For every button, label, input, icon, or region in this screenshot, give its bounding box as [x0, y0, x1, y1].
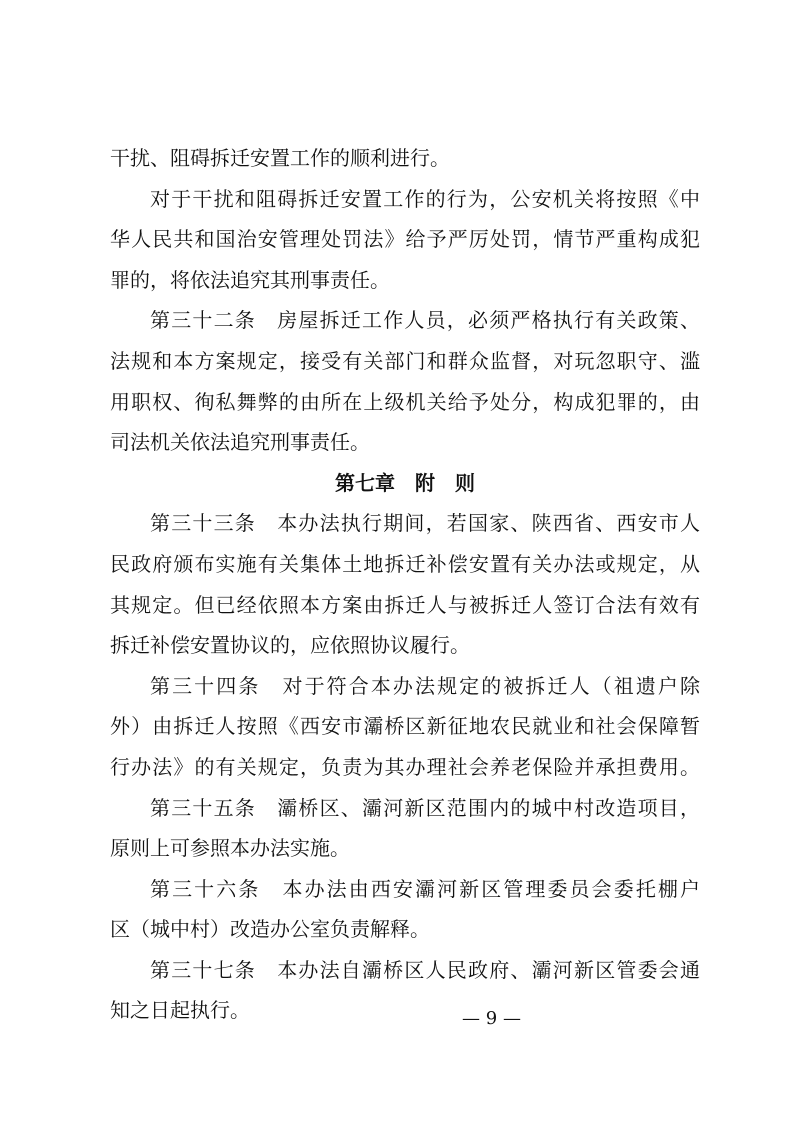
- text-line: 外）由拆迁人按照《西安市灞桥区新征地农民就业和社会保障暂: [110, 714, 700, 739]
- text-line: 第三十二条 房屋拆迁工作人员，必须严格执行有关政策、: [150, 308, 700, 333]
- text-line: 行办法》的有关规定，负责为其办理社会养老保险并承担费用。: [110, 754, 700, 779]
- page-number: — 9 —: [462, 1008, 521, 1029]
- text-line: 第三十七条 本办法自灞桥区人民政府、灞河新区管委会通: [150, 957, 700, 982]
- text-line: 知之日起执行。: [110, 998, 250, 1023]
- text-line: 第三十四条 对于符合本办法规定的被拆迁人（祖遗户除: [150, 673, 700, 698]
- text-line: 民政府颁布实施有关集体土地拆迁补偿安置有关办法或规定，从: [110, 551, 700, 576]
- text-line: 原则上可参照本办法实施。: [110, 836, 350, 861]
- text-line: 华人民共和国治安管理处罚法》给予严厉处罚，情节严重构成犯: [110, 227, 700, 252]
- text-line: 其规定。但已经依照本方案由拆迁人与被拆迁人签订合法有效有: [110, 592, 700, 617]
- text-line: 第三十三条 本办法执行期间，若国家、陕西省、西安市人: [150, 511, 700, 536]
- text-line: 用职权、徇私舞弊的由所在上级机关给予处分，构成犯罪的，由: [110, 389, 700, 414]
- text-line: 第三十五条 灞桥区、灞河新区范围内的城中村改造项目，: [150, 795, 700, 820]
- text-line: 干扰、阻碍拆迁安置工作的顺利进行。: [110, 146, 450, 170]
- text-line: 区（城中村）改造办公室负责解释。: [110, 917, 430, 942]
- text-line: 对于干扰和阻碍拆迁安置工作的行为，公安机关将按照《中: [150, 186, 700, 211]
- chapter-heading: 第七章 附 则: [335, 470, 475, 495]
- document-body: [110, 138, 700, 1031]
- text-line: 罪的，将依法追究其刑事责任。: [110, 267, 390, 292]
- text-line: 司法机关依法追究刑事责任。: [110, 430, 370, 455]
- text-line: 第三十六条 本办法由西安灞河新区管理委员会委托棚户: [150, 876, 700, 901]
- text-line: 法规和本方案规定，接受有关部门和群众监督，对玩忽职守、滥: [110, 348, 700, 373]
- text-line: 拆迁补偿安置协议的，应依照协议履行。: [110, 633, 470, 658]
